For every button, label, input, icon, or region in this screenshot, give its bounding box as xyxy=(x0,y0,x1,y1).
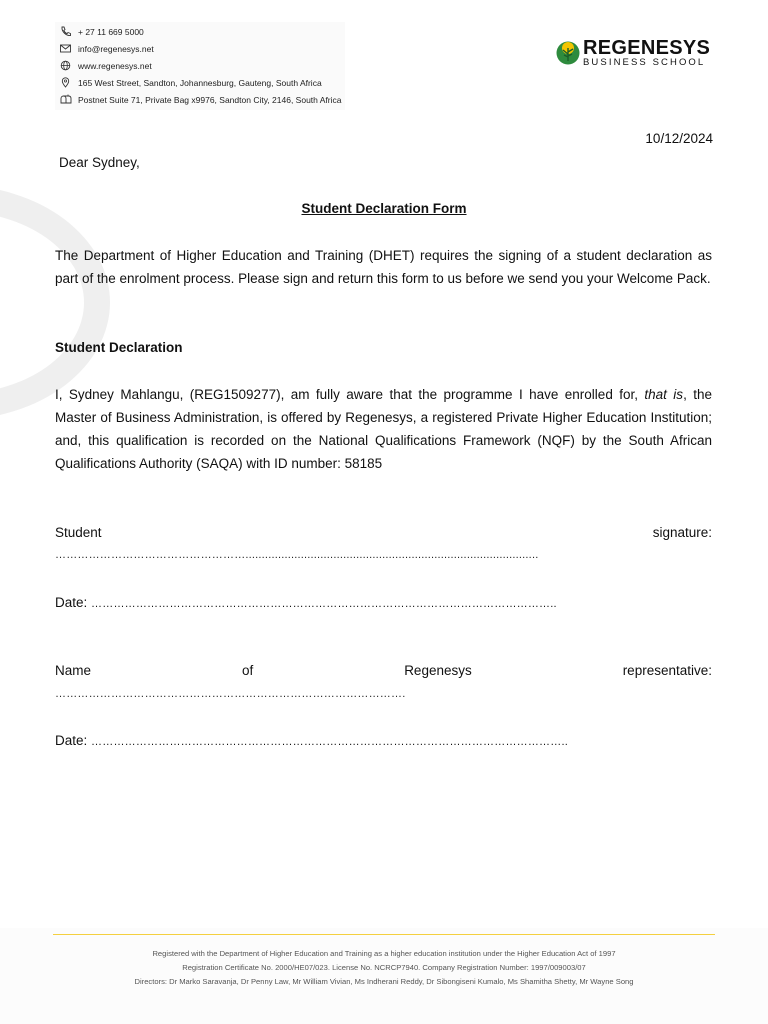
student-signature-word1: Student xyxy=(55,525,102,540)
footer-background xyxy=(0,928,768,1024)
representative-date-line[interactable]: ……………………………………………………………………………………………………………….. xyxy=(91,736,568,748)
footer-line-1: Registered with the Department of Higher Education and Training as a higher education institution under the Higher Education Act of 1997 xyxy=(152,949,616,958)
mailbox-icon xyxy=(59,94,72,105)
contact-block xyxy=(55,22,345,110)
greeting: Dear Sydney, xyxy=(59,155,140,170)
contact-postal-text: Postnet Suite 71, Private Bag x9976, Sandton City, 2146, South Africa xyxy=(78,94,342,105)
mail-icon xyxy=(59,43,72,54)
phone-icon xyxy=(59,26,72,37)
contact-website-text[interactable]: www.regenesys.net xyxy=(78,60,152,71)
representative-name-label xyxy=(55,663,712,678)
contact-email xyxy=(59,43,154,54)
intro-paragraph: The Department of Higher Education and Training (DHET) requires the signing of a student declaration as part of the enrolment process. Please sign and return this form to us before we send you your Welcome Pack. xyxy=(55,248,712,286)
footer-divider xyxy=(53,934,715,935)
logo-subtitle: BUSINESS SCHOOL xyxy=(583,57,706,68)
declaration-italic: that is xyxy=(644,387,684,402)
representative-date-field xyxy=(55,733,568,748)
student-date-line[interactable]: …………………………………………………………………………………………………………….. xyxy=(91,598,557,610)
student-date-field xyxy=(55,595,557,610)
contact-phone-text[interactable]: + 27 11 669 5000 xyxy=(78,26,144,37)
declaration-heading: Student Declaration xyxy=(55,340,183,355)
student-signature-label xyxy=(55,525,712,540)
logo-name: REGENESYS xyxy=(583,37,711,59)
tree-logo-icon xyxy=(556,39,580,67)
declaration-part1: I, Sydney Mahlangu, (REG1509277), am fully aware that the programme I have enrolled for, xyxy=(55,387,645,402)
contact-website xyxy=(59,60,152,71)
location-pin-icon xyxy=(59,77,72,88)
contact-email-text[interactable]: info@regenesys.net xyxy=(78,43,154,54)
declaration-paragraph xyxy=(55,383,712,475)
representative-name-line[interactable]: …………………………………………………………………………………. xyxy=(55,688,406,700)
student-signature-word2: signature: xyxy=(652,525,712,540)
form-title: Student Declaration Form xyxy=(301,201,467,216)
rep-word-3: Regenesys xyxy=(404,663,472,678)
rep-word-2: of xyxy=(241,663,254,678)
footer-line-2: Registration Certificate No. 2000/HE07/023. License No. NCRCP7940. Company Registration Number: 1997/009003/07 xyxy=(182,963,586,972)
rep-word-4: representative: xyxy=(622,663,712,678)
contact-address xyxy=(59,77,322,88)
representative-date-label: Date: xyxy=(55,733,88,748)
letter-date: 10/12/2024 xyxy=(645,131,713,146)
student-signature-line[interactable]: …………………………………………….......................................................................................... xyxy=(55,549,539,561)
globe-icon xyxy=(59,60,72,71)
regenesys-logo xyxy=(556,38,710,68)
rep-word-1: Name xyxy=(55,663,92,678)
declaration-part2: , the Master of Business Administration, is offered by Regenesys, a registered Private Higher Education Institution; and, this qualification is recorded on the National Qualifications Framework (NQF) by the South African Qualifications Authority (SAQA) with ID number: 58185 xyxy=(55,387,712,471)
footer-line-3: Directors: Dr Marko Saravanja, Dr Penny Law, Mr William Vivian, Ms Indherani Reddy, Dr Sibongiseni Kumalo, Ms Shamitha Shetty, Mr Wayne Song xyxy=(134,977,634,986)
contact-address-text: 165 West Street, Sandton, Johannesburg, Gauteng, South Africa xyxy=(78,77,322,88)
contact-postal xyxy=(59,94,342,105)
student-date-label: Date: xyxy=(55,595,88,610)
contact-phone xyxy=(59,26,144,37)
